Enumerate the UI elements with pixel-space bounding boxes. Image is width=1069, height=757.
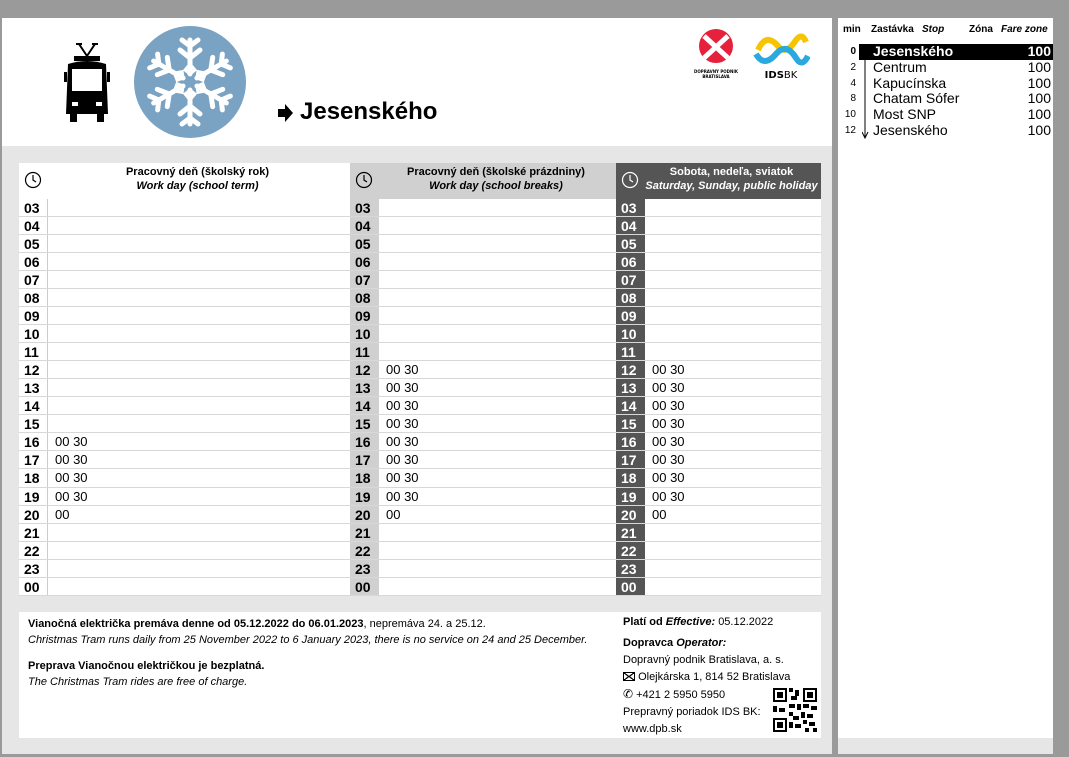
operator-label-en: Operator: — [676, 637, 727, 649]
column-title-sk: Pracovný deň (školské prázdniny) — [407, 166, 585, 178]
timetable-row — [19, 397, 350, 415]
column-title-en: Work day (school term) — [136, 180, 259, 192]
note-free-en: The Christmas Tram rides are free of charge. — [28, 676, 248, 688]
hour-label: 03 — [616, 199, 645, 216]
stop-name: Jesenského — [873, 43, 954, 59]
hour-label: 03 — [19, 199, 48, 216]
hour-label: 20 — [616, 506, 645, 523]
timetable-row — [616, 469, 821, 487]
hour-label: 17 — [616, 451, 645, 468]
hour-label: 11 — [350, 343, 379, 360]
operator-name: Dopravný podnik Bratislava, a. s. — [623, 654, 784, 666]
hour-label: 13 — [616, 379, 645, 396]
hour-label: 03 — [350, 199, 379, 216]
timetable-row — [350, 433, 616, 451]
hour-label: 00 — [350, 578, 379, 595]
hour-label: 11 — [19, 343, 48, 360]
operator-website[interactable]: www.dpb.sk — [623, 723, 682, 735]
arrow-right-icon — [277, 104, 293, 122]
timetable-row — [616, 325, 821, 343]
departure-minutes: 00 30 — [652, 434, 685, 450]
hour-label: 20 — [19, 506, 48, 523]
timetable-row — [19, 253, 350, 271]
timetable-row — [19, 488, 350, 506]
timetable-row — [350, 451, 616, 469]
timetable-row — [19, 433, 350, 451]
snowflake-icon — [134, 26, 246, 138]
stop-name: Jesenského — [873, 121, 948, 138]
tram-icon — [62, 42, 112, 124]
hour-label: 08 — [350, 289, 379, 306]
hour-label: 08 — [616, 289, 645, 306]
timetable-row — [19, 289, 350, 307]
hour-label: 00 — [19, 578, 48, 595]
timetable-row — [616, 451, 821, 469]
hour-label: 17 — [19, 451, 48, 468]
clock-icon — [24, 171, 42, 189]
stop-zone: 100 — [1027, 106, 1051, 123]
departure-minutes: 00 30 — [386, 380, 419, 396]
route-stop-current — [850, 43, 1053, 60]
column-title-sk: Pracovný deň (školský rok) — [125, 166, 270, 178]
hour-label: 22 — [19, 542, 48, 559]
timetable-row — [350, 199, 616, 217]
hour-label: 13 — [350, 379, 379, 396]
route-header-stop-sk: Zastávka — [871, 24, 914, 35]
departure-minutes: 00 30 — [652, 452, 685, 468]
hour-label: 22 — [350, 542, 379, 559]
timetable-row — [616, 289, 821, 307]
stop-name: Kapucínska — [873, 74, 947, 91]
timetable-row — [350, 289, 616, 307]
timetable-row — [350, 235, 616, 253]
departure-minutes: 00 — [386, 506, 401, 522]
timetable-row — [616, 217, 821, 235]
timetable-column-weekend — [616, 199, 821, 596]
hour-label: 12 — [616, 361, 645, 378]
timetable-row — [19, 415, 350, 433]
timetable-row — [616, 271, 821, 289]
hour-label: 10 — [19, 325, 48, 342]
timetable-row — [19, 235, 350, 253]
hour-label: 17 — [350, 451, 379, 468]
stop-title: Jesenského — [300, 98, 438, 125]
hour-label: 05 — [350, 235, 379, 252]
qr-code-icon[interactable] — [773, 688, 817, 732]
hour-label: 22 — [616, 542, 645, 559]
timetable-row — [19, 578, 350, 596]
timetable-row — [616, 397, 821, 415]
ids-logo — [752, 28, 810, 82]
stop-minutes: 12 — [844, 124, 856, 136]
svg-text:DOPRAVNÝ PODNIK: DOPRAVNÝ PODNIK — [694, 69, 738, 74]
departure-minutes: 00 30 — [55, 470, 88, 486]
timetable-row — [19, 217, 350, 235]
column-title-en: Work day (school breaks) — [429, 180, 563, 192]
timetable-row — [350, 271, 616, 289]
timetable-row — [616, 560, 821, 578]
hour-label: 06 — [350, 253, 379, 270]
hour-label: 06 — [616, 253, 645, 270]
timetable-row — [616, 361, 821, 379]
timetable-row — [350, 397, 616, 415]
note-schedule-bold: Vianočná električka premáva denne od 05.12.2022 do 06.01.2023 — [28, 618, 364, 630]
hour-label: 23 — [350, 560, 379, 577]
operator-box — [613, 612, 821, 738]
departure-minutes: 00 30 — [386, 398, 419, 414]
timetable-row — [19, 361, 350, 379]
hour-label: 15 — [616, 415, 645, 432]
effective-label-sk: Platí od — [623, 616, 663, 628]
hour-label: 06 — [19, 253, 48, 270]
stop-minutes: 2 — [850, 61, 856, 73]
effective-label-en: Effective: — [665, 616, 716, 628]
stop-name: Most SNP — [873, 106, 937, 123]
stop-name: Chatam Sófer — [873, 90, 960, 107]
timetable-row — [19, 524, 350, 542]
hour-label: 15 — [19, 415, 48, 432]
column-header-weekend — [616, 163, 821, 199]
effective-date: 05.12.2022 — [718, 616, 774, 628]
departure-minutes: 00 30 — [386, 362, 419, 378]
hour-label: 21 — [350, 524, 379, 541]
hour-label: 09 — [616, 307, 645, 324]
departure-minutes: 00 30 — [386, 416, 419, 432]
timetable-row — [19, 506, 350, 524]
svg-text:BRATISLAVA: BRATISLAVA — [702, 74, 730, 79]
hour-label: 14 — [19, 397, 48, 414]
svg-text:IDSBK: IDSBK — [764, 70, 798, 81]
timetable-row — [19, 451, 350, 469]
departure-minutes: 00 30 — [386, 452, 419, 468]
timetable-row — [350, 343, 616, 361]
hour-label: 15 — [350, 415, 379, 432]
timetable-row — [616, 433, 821, 451]
departure-minutes: 00 30 — [652, 362, 685, 378]
departure-minutes: 00 30 — [652, 398, 685, 414]
timetable-row — [616, 542, 821, 560]
hour-label: 05 — [616, 235, 645, 252]
timetable-row — [19, 542, 350, 560]
departure-minutes: 00 30 — [55, 488, 88, 504]
timetable-row — [350, 560, 616, 578]
departure-minutes: 00 30 — [652, 470, 685, 486]
note-schedule-rest: , nepremáva 24. a 25.12. — [363, 618, 486, 630]
hour-label: 04 — [350, 217, 379, 234]
operator-label-sk: Dopravca — [623, 637, 674, 649]
timetable-row — [19, 343, 350, 361]
stop-zone: 100 — [1027, 74, 1051, 91]
timetable-row — [19, 379, 350, 397]
route-header-zone-sk: Zóna — [969, 24, 993, 35]
hour-label: 04 — [616, 217, 645, 234]
timetable-row — [350, 325, 616, 343]
hour-label: 21 — [616, 524, 645, 541]
timetable-row — [616, 524, 821, 542]
hour-label: 10 — [350, 325, 379, 342]
hour-label: 05 — [19, 235, 48, 252]
timetable-row — [19, 325, 350, 343]
timetable-row — [616, 235, 821, 253]
column-header-school-term — [19, 163, 350, 199]
hour-label: 14 — [616, 397, 645, 414]
hour-label: 18 — [350, 469, 379, 486]
operator-address: Olejkárska 1, 814 52 Bratislava — [638, 671, 791, 683]
route-panel-footer — [838, 738, 1053, 754]
timetable-column-school-breaks — [350, 199, 616, 596]
timetable-row — [616, 415, 821, 433]
stop-minutes: 10 — [844, 109, 856, 121]
hour-label: 23 — [19, 560, 48, 577]
departure-minutes: 00 30 — [386, 434, 419, 450]
hour-label: 16 — [350, 433, 379, 450]
timetable-row — [350, 524, 616, 542]
note-free-sk: Preprava Vianočnou električkou je bezplatná. — [28, 660, 265, 672]
operator-phone: +421 2 5950 5950 — [636, 689, 726, 701]
stop-zone: 100 — [1027, 121, 1051, 138]
departure-minutes: 00 — [55, 506, 70, 522]
hour-label: 23 — [616, 560, 645, 577]
hour-label: 14 — [350, 397, 379, 414]
note-schedule-en: Christmas Tram runs daily from 25 November 2022 to 6 January 2023, there is no service on 24 and 25 December. — [28, 634, 588, 646]
timetable-row — [616, 506, 821, 524]
phone-icon: ✆ — [623, 687, 634, 701]
notes-box — [19, 612, 613, 738]
departure-minutes: 00 — [652, 506, 667, 522]
timetable-row — [616, 578, 821, 596]
hour-label: 09 — [19, 307, 48, 324]
timetable-row — [616, 379, 821, 397]
timetable-row — [350, 469, 616, 487]
hour-label: 00 — [616, 578, 645, 595]
hour-label: 21 — [19, 524, 48, 541]
stop-minutes: 4 — [850, 77, 856, 89]
departure-minutes: 00 30 — [386, 488, 419, 504]
timetable-row — [19, 307, 350, 325]
hour-label: 16 — [616, 433, 645, 450]
column-title-sk: Sobota, nedeľa, sviatok — [669, 166, 794, 178]
departure-minutes: 00 30 — [386, 470, 419, 486]
timetable-row — [616, 253, 821, 271]
stop-zone: 100 — [1027, 58, 1051, 75]
route-header-min: min — [843, 24, 861, 35]
timetable-row — [19, 560, 350, 578]
departure-minutes: 00 30 — [652, 488, 685, 504]
mail-icon — [623, 672, 635, 681]
stop-minutes: 8 — [850, 93, 856, 105]
timetable-row — [616, 488, 821, 506]
departure-minutes: 00 30 — [652, 416, 685, 432]
hour-label: 19 — [19, 488, 48, 505]
hour-label: 20 — [350, 506, 379, 523]
hour-label: 13 — [19, 379, 48, 396]
column-title-en: Saturday, Sunday, public holiday — [645, 180, 818, 192]
hour-label: 18 — [19, 469, 48, 486]
hour-label: 16 — [19, 433, 48, 450]
timetable-row — [350, 506, 616, 524]
hour-label: 12 — [19, 361, 48, 378]
hour-label: 19 — [350, 488, 379, 505]
hour-label: 18 — [616, 469, 645, 486]
hour-label: 12 — [350, 361, 379, 378]
timetable-row — [350, 379, 616, 397]
stop-name: Centrum — [873, 58, 927, 75]
clock-icon — [621, 171, 639, 189]
hour-label: 19 — [616, 488, 645, 505]
hour-label: 11 — [616, 343, 645, 360]
timetable-row — [19, 271, 350, 289]
departure-minutes: 00 30 — [55, 434, 88, 450]
hour-label: 08 — [19, 289, 48, 306]
hour-label: 07 — [350, 271, 379, 288]
clock-icon — [355, 171, 373, 189]
timetable-row — [350, 253, 616, 271]
timetable-row — [19, 199, 350, 217]
route-header-zone-en: Fare zone — [1001, 24, 1048, 35]
timetable-row — [350, 488, 616, 506]
timetable-column-school-term — [19, 199, 350, 596]
route-header-stop-en: Stop — [922, 24, 945, 35]
hour-label: 04 — [19, 217, 48, 234]
hour-label: 07 — [19, 271, 48, 288]
departure-minutes: 00 30 — [55, 452, 88, 468]
timetable-row — [19, 469, 350, 487]
route-line-arrow-icon — [862, 60, 872, 140]
timetable-row — [350, 307, 616, 325]
timetable-row — [616, 199, 821, 217]
timetable-row — [616, 307, 821, 325]
stop-zone: 100 — [1027, 90, 1051, 107]
hour-label: 09 — [350, 307, 379, 324]
column-header-school-breaks — [350, 163, 616, 199]
hour-label: 07 — [616, 271, 645, 288]
timetable-row — [350, 578, 616, 596]
timetable-row — [616, 343, 821, 361]
timetable-row — [350, 361, 616, 379]
timetable-row — [350, 415, 616, 433]
timetable-row — [350, 542, 616, 560]
departure-minutes: 00 30 — [652, 380, 685, 396]
hour-label: 10 — [616, 325, 645, 342]
ids-label: Prepravný poriadok IDS BK: — [623, 706, 761, 718]
timetable-row — [350, 217, 616, 235]
stop-zone: 100 — [1027, 43, 1051, 59]
dpb-logo — [694, 28, 738, 86]
stop-minutes: 0 — [850, 46, 856, 57]
